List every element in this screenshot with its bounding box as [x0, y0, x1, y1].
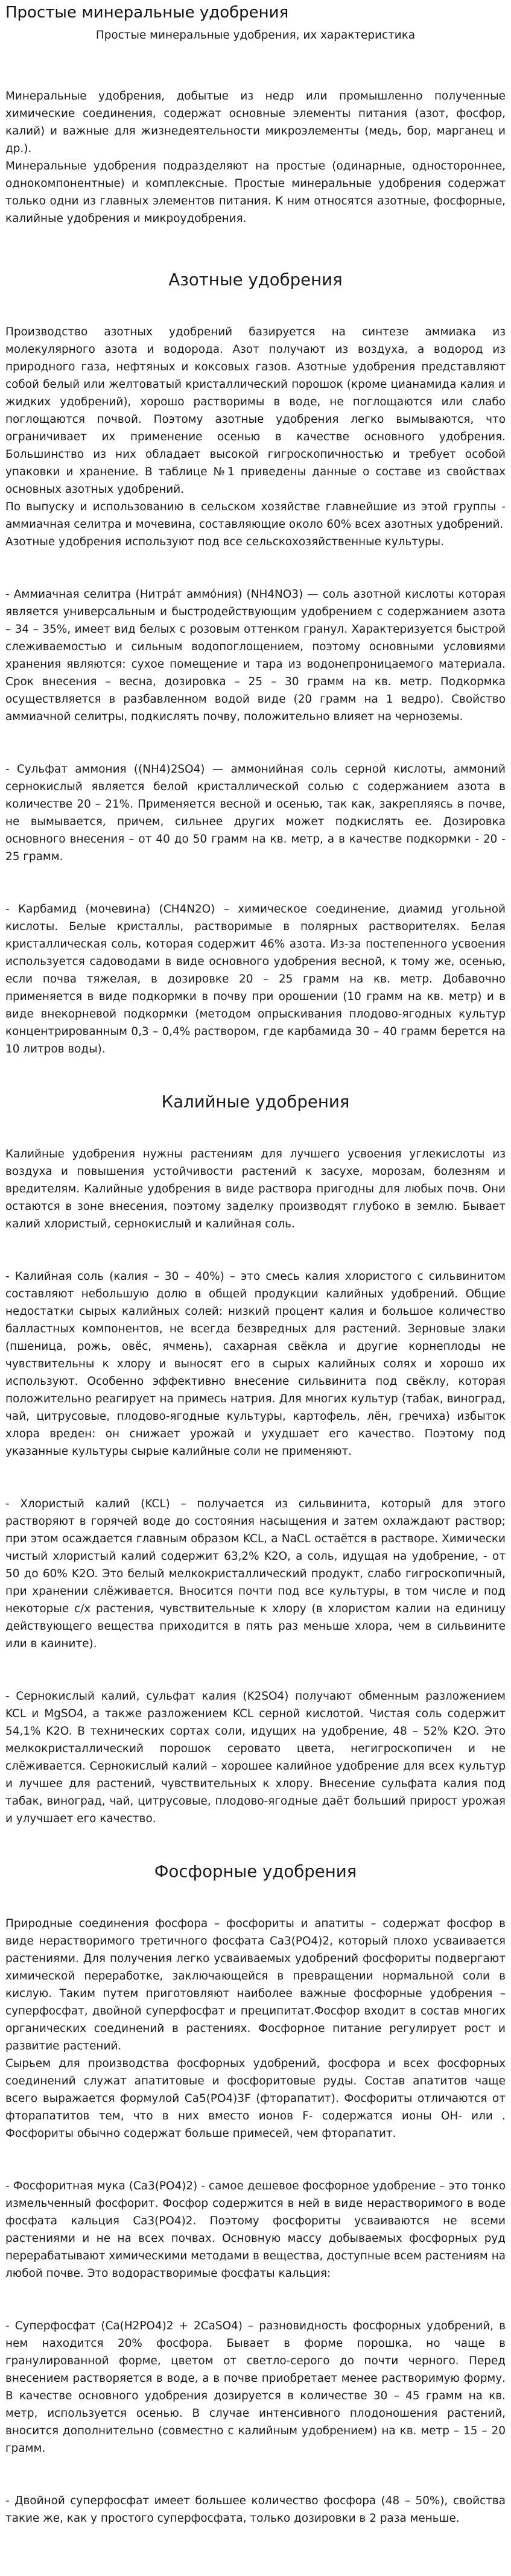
- page-title: Простые минеральные удобрения: [5, 4, 289, 22]
- phosphorus-paragraph: Сырьем для производства фосфорных удобрений, фосфора и всех фосфорных соединений служат апатитовые и фосфоритовые руды. Состав апатитов чаще всего выражается формулой Ca5(PO4)3F (фторапатит). Фосфориты отличаются от фторапатитов тем, что в них вместо ионов F- содержатся ионы OH- или . Фосфориты обычно содержат больше примесей, чем фторапатит.: [5, 2057, 506, 2140]
- potassium-paragraph-k2so4: - Сернокислый калий, сульфат калия (K2SO4) получают обменным разложением KCL и MgSO4, а также разложением KCL серной кислотой. Чистая соль содержит 54,1% K2O. В технических сортах соли, идущих на удобрение, 48 – 52% K2O. Это мелкокристаллический порошок серовато цвета, негигроскопичен и не слёживается. Сернокислый калий – хорошее калийное удобрение для всех культур и лучшее для растений, чувствительных к хлору. Внесение сульфата калия под табак, виноград, чай, цитрусовые, плодово-ягодные даёт больший прирост урожая и улучшает его качество.: [5, 1690, 506, 1825]
- section-heading-nitrogen: Азотные удобрения: [168, 270, 343, 290]
- nitrogen-paragraph-urea: - Карбамид (мочевина) (CH4N2O) – химическое соединение, диамид угольной кислоты. Белые кристаллы, растворимые в полярных растворителях. Белая кристаллическая соль, которая содержит 46% азота. Из-за постепенного усвоения используется садоводами в виде основного удобрения весной, к тому же, осенью, если почва тяжелая, в дозировке 20 – 25 грамм на кв. метр. Добавочно применяется в виде подкормки в почву при орошении (10 грамм на кв. метр) и в виде внекорневой подкормки (методом опрыскивания плодово-ягодных культур концентрированным 0,3 – 0,4% раствором, где карбамида 30 – 40 грамм берется на 10 литров воды).: [5, 903, 506, 1055]
- nitrogen-paragraph: По выпуску и использованию в сельском хозяйстве главнейшие из этой группы - аммиачная селитра и мочевина, составляющие около 60% всех азотных удобрений.: [5, 501, 506, 531]
- article: [0, 3, 511, 2545]
- phosphorus-paragraph: Природные соединения фосфора – фосфориты и апатиты – содержат фосфор в виде нерастворимого третичного фосфата Ca3(PO4)2, который плохо усваивается растениями. Для получения легко усваиваемых удобрений фосфориты подвергают химической переработке, заключающейся в превращении нормальной соли в кислую. Таким путем приготовляют наиболее важные фосфорные удобрения – суперфосфат, двойной суперфосфат и преципитат.Фосфор входит в состав многих органических соединений в растениях. Фосфорное питание регулирует рост и развитие растений.: [5, 1917, 506, 2052]
- potassium-paragraph: Калийные удобрения нужны растениям для лучшего усвоения углекислоты из воздуха и повышения устойчивости растений к засухе, морозам, болезням и вредителям. Калийные удобрения в виде раствора пригодны для любых почв. Они остаются в зоне внесения, поэтому заделку производят глубоко в землю. Бывает калий хлористый, сернокислый и калийная соль.: [5, 1148, 506, 1230]
- nitrogen-paragraph: Производство азотных удобрений базируется на синтезе аммиака из молекулярного азота и водорода. Азот получают из воздуха, а водород из природного газа, нефтяных и коксовых газов. Азотные удобрения представляют собой белый или желтоватый кристаллический порошок (кроме цианамида калия и жидких удобрений), хорошо растворимы в воде, не поглощаются или слабо поглощаются почвой. Поэтому азотные удобрения легко вымываются, что ограничивает их применение осенью в качестве основного удобрения. Большинство из них обладает высокой гигроскопичностью и требует особой упаковки и хранение. В таблице №1 приведены данные о составе из свойствах основных азотных удобрений.: [5, 326, 506, 496]
- section-heading-phosphorus: Фосфорные удобрения: [154, 1861, 357, 1881]
- nitrogen-paragraph-ammonium-sulfate: - Сульфат аммония ((NH4)2SO4) — аммонийная соль серной кислоты, аммоний сернокислый является белой кристаллической солью с содержанием азота в количестве 20 – 21%. Применяется весной и осенью, так как, закрепляясь в почве, не вымывается, причем, сильнее других может подкислять ее. Дозировка основного внесения – от 40 до 50 грамм на кв. метр, а в качестве подкормки - 20 - 25 грамм.: [5, 763, 506, 863]
- intro-paragraph: Минеральные удобрения, добытые из недр или промышленно полученные химические соединения, содержат основные элементы питания (азот, фосфор, калий) и важные для жизнедеятельности микроэлементы (медь, бор, марганец и др.).: [5, 90, 506, 155]
- potassium-paragraph-kcl: - Хлористый калий (KCL) – получается из сильвинита, который для этого растворяют в горячей воде до состояния насыщения и затем охлаждают раствор; при этом осаждается главным образом KCL, а NaCL остаётся в растворе. Химически чистый хлористый калий содержит 63,2% K2O, а соль, идущая на удобрение, - от 50 до 60% K2O. Это белый мелкокристаллический продукт, слабо гигроскопичный, при хранении слёживается. Вносится почти под все культуры, в том числе и под некоторые с/х растения, чувствительные к хлору (в хлористом калии на единицу действующего вещества приходится в пять раз меньше хлора, чем в сильвините или в каините).: [5, 1498, 506, 1650]
- nitrogen-paragraph: Азотные удобрения используют под все сельскохозяйственные культуры.: [5, 536, 445, 548]
- phosphorus-paragraph-superphosphate: - Суперфосфат (Ca(H2PO4)2 + 2CaSO4) – разновидность фосфорных удобрений, в нем находится 20% фосфора. Бывает в форме порошка, но чаще в гранулированной форме, цветом от светло-серого до почти черного. Перед внесением растворяется в воде, а в почве приобретает менее растворимую форму. В качестве основного удобрения дозируется в количестве 30 – 45 грамм на кв. метр, используется осенью. В случае интенсивного плодоношения растений, вносится дополнительно (совместно с калийным удобрением) на кв. метр – 15 – 20 грамм.: [5, 2320, 506, 2455]
- nitrogen-paragraph-ammonium-nitrate: - Аммиачная селитра (Нитрáт аммóния) (NH4NO3) — соль азотной кислоты которая является универсальным и быстродействующим удобрением с содержанием азота – 34 – 35%, имеет вид белых с розовым оттенком гранул. Характеризуется быстрой слеживаемостью и сильным водопоглощением, поэтому основными условиями хранения являются: сухое помещение и тара из водонепроницаемого материала. Срок внесения – весна, дозировка – 25 – 30 грамм на кв. метр. Подкормка осуществляется в разбавленном водой виде (20 грамм на 1 ведро). Свойство аммиачной селитры, подкислять почву, положительно влияет на черноземы.: [5, 588, 506, 723]
- potassium-paragraph-potash-salt: - Калийная соль (калия – 30 – 40%) – это смесь калия хлористого с сильвинитом составляют небольшую долю в общей продукции калийных удобрений. Общие недостатки сырых калийных солей: низкий процент калия и большое количество балластных компонентов, не всегда безвредных для растений. Зерновые злаки (пшеница, рожь, овёс, ячмень), сахарная свёкла и другие корнеплоды не чувствительны к хлору и выносят его в сырых калийных солях и хорошо их используют. Особенно эффективно внесение сильвинита под свёклу, которая положительно реагирует на примесь натрия. Для многих культур (табак, виноград, чай, цитрусовые, плодово-ягодные культуры, картофель, лён, гречиха) избыток хлора вреден: он снижает урожай и ухудшает его качество. Поэтому под указанные культуры сырые калийные соли не применяют.: [5, 1270, 506, 1458]
- intro-paragraph: Минеральные удобрения подразделяют на простые (одинарные, одностороннее, однокомпонентные) и комплексные. Простые минеральные удобрения содержат только одни из главных элементов питания. К ним относятся азотные, фосфорные, калийные удобрения и микроудобрения.: [5, 160, 506, 225]
- phosphorus-paragraph-rock-phosphate: - Фосфоритная мука (Ca3(PO4)2) - самое дешевое фосфорное удобрение – это тонко измельченный фосфорит. Фосфор содержится в ней в виде нерастворимого в воде фосфата кальция Ca3(PO4)2. Поэтому фосфориты усваиваются не всеми растениями и не на всех почвах. Основную массу добываемых фосфорных руд перерабатывают химическими методами в вещества, доступные всем растениям на любой почве. Это водорастворимые фосфаты кальция:: [5, 2180, 506, 2280]
- phosphorus-paragraph-double-superphosphate: - Двойной суперфосфат имеет большее количество фосфора (48 – 50%), свойства такие же, как у простого суперфосфата, только дозировки в 2 раза меньше.: [5, 2495, 506, 2525]
- article-subtitle: Простые минеральные удобрения, их характеристика: [95, 29, 416, 42]
- section-heading-potassium: Калийные удобрения: [161, 1092, 350, 1112]
